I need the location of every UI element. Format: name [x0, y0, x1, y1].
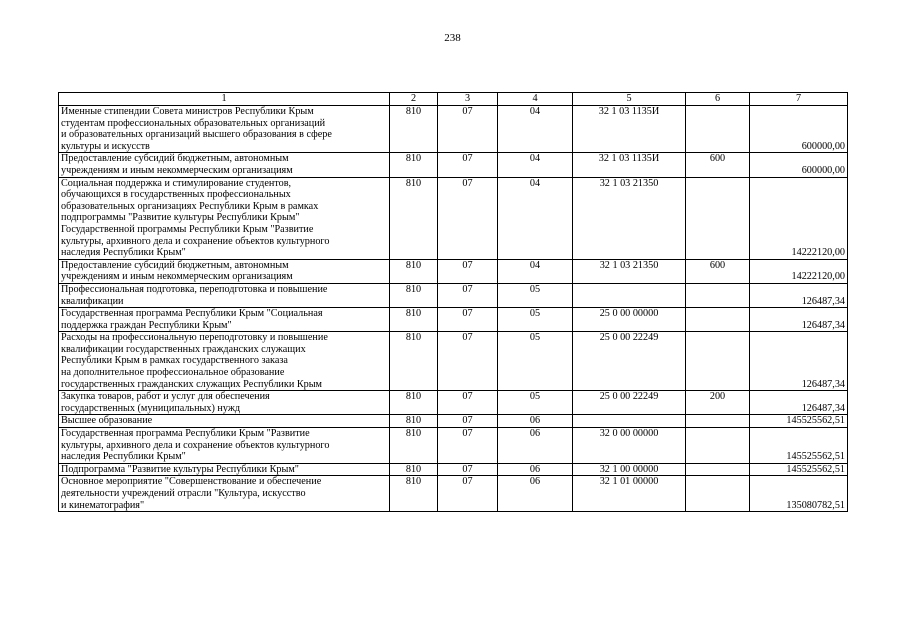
subsection-code-cell: 04	[498, 153, 573, 177]
section-code-cell: 07	[438, 391, 498, 415]
section-code-cell: 07	[438, 106, 498, 153]
target-article-cell: 25 0 00 00000	[573, 308, 686, 332]
header-cell-7: 7	[750, 93, 848, 106]
target-article-cell: 32 1 03 21350	[573, 259, 686, 283]
amount-cell: 14222120,00	[750, 259, 848, 283]
ministry-code-cell: 810	[390, 259, 438, 283]
table-row	[59, 153, 848, 177]
expense-name-cell: Подпрограмма "Развитие культуры Республики Крым"	[59, 463, 390, 476]
section-code-cell: 07	[438, 177, 498, 259]
expense-type-cell	[686, 476, 750, 512]
subsection-code-cell: 04	[498, 177, 573, 259]
expense-name-cell: Именные стипендии Совета министров Республики Крым студентам профессиональных образовательных организаций и образовательных организаций высшего образования в сфере культуры и искусств	[59, 106, 390, 153]
subsection-code-cell: 06	[498, 415, 573, 428]
target-article-cell	[573, 283, 686, 307]
table-row	[59, 259, 848, 283]
header-cell-4: 4	[498, 93, 573, 106]
header-cell-5: 5	[573, 93, 686, 106]
table-row	[59, 332, 848, 391]
target-article-cell: 32 1 03 1135И	[573, 106, 686, 153]
ministry-code-cell: 810	[390, 283, 438, 307]
target-article-cell: 25 0 00 22249	[573, 391, 686, 415]
expense-type-cell	[686, 283, 750, 307]
expense-type-cell: 200	[686, 391, 750, 415]
expense-type-cell	[686, 428, 750, 464]
header-cell-3: 3	[438, 93, 498, 106]
subsection-code-cell: 06	[498, 463, 573, 476]
expense-name-cell: Профессиональная подготовка, переподготовка и повышение квалификации	[59, 283, 390, 307]
section-code-cell: 07	[438, 153, 498, 177]
target-article-cell: 32 1 01 00000	[573, 476, 686, 512]
header-cell-6: 6	[686, 93, 750, 106]
ministry-code-cell: 810	[390, 428, 438, 464]
amount-cell: 126487,34	[750, 308, 848, 332]
amount-cell: 145525562,51	[750, 415, 848, 428]
amount-cell: 126487,34	[750, 332, 848, 391]
subsection-code-cell: 05	[498, 283, 573, 307]
amount-cell: 145525562,51	[750, 463, 848, 476]
expense-type-cell	[686, 308, 750, 332]
expense-name-cell: Предоставление субсидий бюджетным, автономным учреждениям и иным некоммерческим организациям	[59, 259, 390, 283]
section-code-cell: 07	[438, 428, 498, 464]
section-code-cell: 07	[438, 308, 498, 332]
ministry-code-cell: 810	[390, 391, 438, 415]
expense-type-cell: 600	[686, 153, 750, 177]
table-row	[59, 391, 848, 415]
ministry-code-cell: 810	[390, 463, 438, 476]
page-number: 238	[444, 32, 461, 44]
expense-name-cell: Высшее образование	[59, 415, 390, 428]
table-row	[59, 106, 848, 153]
subsection-code-cell: 04	[498, 259, 573, 283]
target-article-cell: 32 0 00 00000	[573, 428, 686, 464]
section-code-cell: 07	[438, 283, 498, 307]
ministry-code-cell: 810	[390, 106, 438, 153]
section-code-cell: 07	[438, 415, 498, 428]
expense-type-cell	[686, 415, 750, 428]
amount-cell: 145525562,51	[750, 428, 848, 464]
table-row	[59, 463, 848, 476]
subsection-code-cell: 05	[498, 308, 573, 332]
target-article-cell	[573, 415, 686, 428]
expense-name-cell: Закупка товаров, работ и услуг для обеспечения государственных (муниципальных) нужд	[59, 391, 390, 415]
expense-name-cell: Предоставление субсидий бюджетным, автономным учреждениям и иным некоммерческим организациям	[59, 153, 390, 177]
target-article-cell: 32 1 03 21350	[573, 177, 686, 259]
ministry-code-cell: 810	[390, 332, 438, 391]
section-code-cell: 07	[438, 463, 498, 476]
amount-cell: 135080782,51	[750, 476, 848, 512]
amount-cell: 600000,00	[750, 153, 848, 177]
subsection-code-cell: 05	[498, 391, 573, 415]
ministry-code-cell: 810	[390, 476, 438, 512]
expense-type-cell: 600	[686, 259, 750, 283]
header-cell-1: 1	[59, 93, 390, 106]
budget-table	[58, 92, 848, 512]
table-row	[59, 428, 848, 464]
ministry-code-cell: 810	[390, 153, 438, 177]
header-cell-2: 2	[390, 93, 438, 106]
section-code-cell: 07	[438, 476, 498, 512]
subsection-code-cell: 06	[498, 476, 573, 512]
subsection-code-cell: 04	[498, 106, 573, 153]
expense-name-cell: Государственная программа Республики Крым "Развитие культуры, архивного дела и сохранение объектов культурного наследия Республики Крым"	[59, 428, 390, 464]
amount-cell: 600000,00	[750, 106, 848, 153]
subsection-code-cell: 05	[498, 332, 573, 391]
section-code-cell: 07	[438, 332, 498, 391]
ministry-code-cell: 810	[390, 177, 438, 259]
expense-type-cell	[686, 177, 750, 259]
expense-name-cell: Социальная поддержка и стимулирование студентов, обучающихся в государственных профессиональных образовательных организациях Республики Крым в рамках подпрограммы "Развитие культуры Республики Крым" Государственной программы Республики Крым "Развитие культуры, архивного дела и сохранение объектов культурного наследия Республики Крым"	[59, 177, 390, 259]
table-row	[59, 415, 848, 428]
ministry-code-cell: 810	[390, 308, 438, 332]
expense-name-cell: Основное мероприятие "Совершенствование и обеспечение деятельности учреждений отрасли "Культура, искусство и кинематография"	[59, 476, 390, 512]
table-row	[59, 283, 848, 307]
ministry-code-cell: 810	[390, 415, 438, 428]
subsection-code-cell: 06	[498, 428, 573, 464]
expense-type-cell	[686, 332, 750, 391]
expense-name-cell: Расходы на профессиональную переподготовку и повышение квалификации государственных гражданских служащих Республики Крым в рамках государственного заказа на дополнительное профессиональное образование государственных гражданских служащих Республики Крым	[59, 332, 390, 391]
amount-cell: 126487,34	[750, 283, 848, 307]
amount-cell: 14222120,00	[750, 177, 848, 259]
section-code-cell: 07	[438, 259, 498, 283]
expense-name-cell: Государственная программа Республики Крым "Социальная поддержка граждан Республики Крым"	[59, 308, 390, 332]
expense-type-cell	[686, 463, 750, 476]
table-row	[59, 177, 848, 259]
amount-cell: 126487,34	[750, 391, 848, 415]
table-row	[59, 308, 848, 332]
expense-type-cell	[686, 106, 750, 153]
target-article-cell: 32 1 00 00000	[573, 463, 686, 476]
table-header-row	[59, 93, 848, 106]
table-row	[59, 476, 848, 512]
target-article-cell: 25 0 00 22249	[573, 332, 686, 391]
target-article-cell: 32 1 03 1135И	[573, 153, 686, 177]
